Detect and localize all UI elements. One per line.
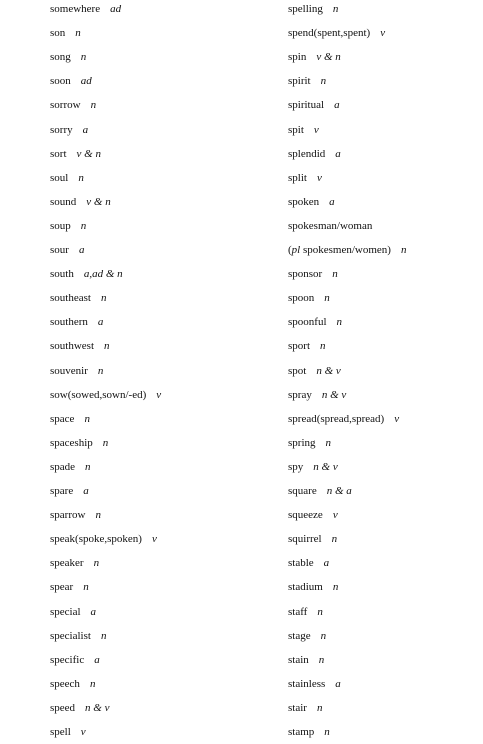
vocabulary-entry	[50, 218, 86, 234]
entry-word: split	[288, 171, 307, 184]
entry-word: spray	[288, 388, 312, 401]
entry-word: south	[50, 268, 74, 281]
entry-word: sorry	[50, 123, 73, 136]
entry-part-of-speech: n	[95, 509, 101, 522]
entry-word: speech	[50, 677, 80, 690]
vocabulary-entry	[50, 483, 89, 499]
vocabulary-entry	[50, 579, 89, 595]
entry-part-of-speech: n	[90, 99, 97, 112]
vocabulary-entry	[50, 459, 91, 475]
vocabulary-entry	[288, 122, 319, 138]
entry-part-of-speech: n	[78, 171, 84, 184]
vocabulary-entry	[50, 628, 106, 644]
vocabulary-entry	[288, 290, 330, 306]
entry-word: stable	[288, 557, 314, 570]
entry-part-of-speech: a	[94, 653, 100, 666]
entry-word: soon	[50, 75, 71, 88]
vocabulary-entry	[50, 97, 96, 113]
vocabulary-entry	[288, 676, 341, 692]
vocabulary-entry	[288, 507, 338, 523]
entry-part-of-speech: n	[318, 653, 325, 666]
entry-part-of-speech: v	[80, 726, 86, 738]
entry-part-of-speech: a,ad & n	[83, 268, 123, 281]
entry-part-of-speech: v	[332, 509, 338, 522]
entry-word: spell	[50, 726, 71, 738]
entry-word: spare	[50, 485, 74, 497]
entry-part-of-speech: a	[78, 244, 85, 256]
entry-part-of-speech: n	[80, 51, 87, 64]
entry-part-of-speech: n	[75, 27, 81, 40]
vocabulary-entry	[50, 1, 121, 17]
entry-word: stamp	[288, 726, 315, 738]
entry-part-of-speech: n & v	[321, 388, 347, 401]
vocabulary-entry	[288, 338, 326, 354]
vocabulary-entry	[288, 97, 340, 113]
vocabulary-entry	[288, 170, 322, 186]
entry-part-of-speech: a	[335, 677, 341, 690]
entry-word: stadium	[288, 581, 323, 594]
entry-part-of-speech: n & a	[326, 485, 352, 497]
entry-word: sour	[50, 244, 69, 256]
entry-part-of-speech: n	[85, 460, 91, 473]
entry-word: southwest	[50, 340, 94, 353]
entry-word: spirit	[288, 75, 311, 88]
entry-part-of-speech: n	[324, 726, 330, 738]
entry-word: sow(sowed,sown/-ed)	[50, 388, 147, 401]
entry-word: sort	[50, 147, 67, 160]
entry-word: speed	[50, 701, 76, 714]
entry-part-of-speech: n	[325, 436, 331, 449]
entry-part-of-speech: n	[102, 436, 109, 449]
entry-part-of-speech: n	[80, 219, 87, 232]
entry-word: soup	[50, 219, 71, 232]
entry-part-of-speech: v	[316, 171, 322, 184]
vocabulary-entry	[50, 700, 110, 716]
entry-word: somewhere	[50, 3, 101, 15]
entry-word: special	[50, 605, 81, 618]
vocabulary-entry	[288, 459, 338, 475]
vocabulary-entry	[288, 218, 372, 234]
vocabulary-entry	[288, 146, 341, 162]
entry-word: sparrow	[50, 509, 86, 522]
entry-word: spear	[50, 581, 74, 594]
entry-word: space	[50, 412, 75, 425]
vocabulary-entry	[288, 555, 329, 571]
entry-part-of-speech: ad	[110, 3, 122, 15]
entry-word: squeeze	[288, 509, 323, 522]
vocabulary-entry	[288, 652, 324, 668]
entry-part-of-speech: a	[323, 557, 330, 570]
entry-word: sound	[50, 195, 77, 208]
entry-word: staff	[288, 605, 308, 618]
vocabulary-entry	[288, 49, 341, 65]
entry-word: souvenir	[50, 364, 88, 377]
entry-word: spend(spent,spent)	[288, 27, 371, 40]
vocabulary-entry	[50, 266, 123, 282]
entry-word: squirrel	[288, 533, 322, 546]
entry-part-of-speech: v & n	[86, 195, 111, 208]
entry-word: spring	[288, 436, 316, 449]
entry-word: soul	[50, 171, 69, 184]
entry-part-of-speech: n & v	[85, 701, 110, 714]
entry-part-of-speech: n	[89, 677, 96, 690]
entry-part-of-speech: n	[316, 701, 323, 714]
entry-part-of-speech: n	[332, 3, 339, 15]
vocabulary-entry	[50, 314, 103, 330]
entry-part-of-speech: v & n	[76, 147, 101, 160]
vocabulary-entry	[288, 25, 385, 41]
vocabulary-entry	[50, 507, 101, 523]
entry-word: speaker	[50, 557, 84, 570]
vocabulary-entry	[288, 387, 346, 403]
entry-part-of-speech: n & v	[313, 460, 338, 473]
entry-word: stainless	[288, 677, 326, 690]
vocabulary-entry	[50, 652, 100, 668]
vocabulary-entry	[50, 604, 96, 620]
entry-word: stair	[288, 701, 307, 714]
entry-part-of-speech: n	[100, 629, 107, 642]
entry-part-of-speech: a	[335, 147, 341, 160]
vocabulary-entry	[288, 363, 341, 379]
entry-part-of-speech: n	[83, 581, 89, 594]
vocabulary-entry	[288, 242, 406, 258]
entry-plural-marker: pl	[291, 244, 301, 256]
entry-word: speak(spoke,spoken)	[50, 533, 142, 546]
vocabulary-entry	[50, 531, 157, 547]
vocabulary-entry	[288, 1, 338, 17]
vocabulary-entry	[50, 49, 86, 65]
entry-word: splendid	[288, 147, 326, 160]
vocabulary-entry	[288, 483, 352, 499]
entry-part-of-speech: n	[336, 316, 342, 329]
vocabulary-entry	[50, 122, 88, 138]
entry-part-of-speech: n	[332, 268, 338, 281]
entry-word: (pl spokesmen/women)	[288, 244, 391, 256]
entry-part-of-speech: n	[332, 581, 339, 594]
entry-part-of-speech: n	[104, 340, 110, 353]
vocabulary-entry	[288, 314, 342, 330]
entry-word: spin	[288, 51, 307, 64]
entry-part-of-speech: v	[313, 123, 319, 136]
entry-part-of-speech: v	[394, 412, 400, 425]
entry-word: stage	[288, 629, 311, 642]
entry-part-of-speech: v & n	[316, 51, 341, 64]
entry-part-of-speech: a	[90, 605, 97, 618]
vocabulary-entry	[50, 73, 92, 89]
vocabulary-entry	[50, 724, 86, 740]
vocabulary-entry	[50, 411, 90, 427]
entry-word: sponsor	[288, 268, 323, 281]
vocabulary-entry	[50, 290, 106, 306]
vocabulary-entry	[50, 435, 108, 451]
vocabulary-entry	[50, 170, 84, 186]
entry-word: square	[288, 485, 317, 497]
entry-word: spoken	[288, 195, 320, 208]
vocabulary-entry	[50, 25, 81, 41]
vocabulary-entry	[288, 266, 338, 282]
entry-word: spoonful	[288, 316, 327, 329]
entry-part-of-speech: n	[331, 533, 338, 546]
entry-part-of-speech: a	[97, 316, 104, 329]
entry-part-of-speech: n	[93, 557, 100, 570]
entry-part-of-speech: a	[83, 485, 89, 497]
vocabulary-entry	[50, 676, 95, 692]
entry-part-of-speech: n	[320, 629, 327, 642]
entry-part-of-speech: n & v	[316, 364, 341, 377]
vocabulary-entry	[50, 387, 161, 403]
entry-word-text: spokesmen/women)	[302, 244, 391, 256]
vocabulary-entry	[288, 579, 338, 595]
entry-part-of-speech: a	[329, 195, 335, 208]
entry-part-of-speech: a	[334, 99, 340, 112]
entry-word: spoon	[288, 292, 315, 305]
entry-part-of-speech: n	[317, 605, 323, 618]
vocabulary-entry	[50, 194, 111, 210]
entry-word: sport	[288, 340, 310, 353]
vocabulary-entry	[288, 628, 326, 644]
entry-part-of-speech: v	[380, 27, 386, 40]
vocabulary-entry	[50, 146, 101, 162]
entry-word: spit	[288, 123, 304, 136]
entry-part-of-speech: n	[320, 340, 326, 353]
entry-word: spelling	[288, 3, 323, 15]
entry-word: spot	[288, 364, 307, 377]
entry-word: spread(spread,spread)	[288, 412, 385, 425]
vocabulary-entry	[50, 338, 110, 354]
vocabulary-entry	[288, 724, 330, 740]
entry-part-of-speech: n	[324, 292, 330, 305]
entry-word: spaceship	[50, 436, 93, 449]
vocabulary-entry	[288, 73, 326, 89]
entry-part-of-speech: ad	[80, 75, 92, 88]
vocabulary-entry	[50, 242, 84, 258]
entry-part-of-speech: v	[151, 533, 157, 546]
vocabulary-entry	[288, 411, 399, 427]
entry-part-of-speech: n	[97, 364, 104, 377]
vocabulary-entry	[288, 531, 337, 547]
entry-word: sorrow	[50, 99, 81, 112]
entry-part-of-speech: n	[84, 412, 90, 425]
vocabulary-entry	[288, 435, 331, 451]
vocabulary-entry	[288, 700, 322, 716]
vocabulary-entry	[50, 555, 99, 571]
vocabulary-entry	[288, 604, 323, 620]
entry-part-of-speech: n	[400, 244, 407, 256]
vocabulary-entry	[288, 194, 335, 210]
entry-part-of-speech: n	[320, 75, 327, 88]
entry-part-of-speech: v	[156, 388, 162, 401]
entry-word: specific	[50, 653, 85, 666]
entry-word: specialist	[50, 629, 91, 642]
entry-part-of-speech: a	[82, 123, 89, 136]
entry-word: southern	[50, 316, 88, 329]
entry-word: southeast	[50, 292, 91, 305]
vocabulary-entry	[50, 363, 103, 379]
entry-word: son	[50, 27, 66, 40]
entry-word: spiritual	[288, 99, 325, 112]
entry-word: spokesman/woman	[288, 219, 373, 232]
entry-word: song	[50, 51, 71, 64]
entry-part-of-speech: n	[100, 292, 107, 305]
entry-word: spy	[288, 460, 304, 473]
entry-word: spade	[50, 460, 76, 473]
entry-word: stain	[288, 653, 309, 666]
